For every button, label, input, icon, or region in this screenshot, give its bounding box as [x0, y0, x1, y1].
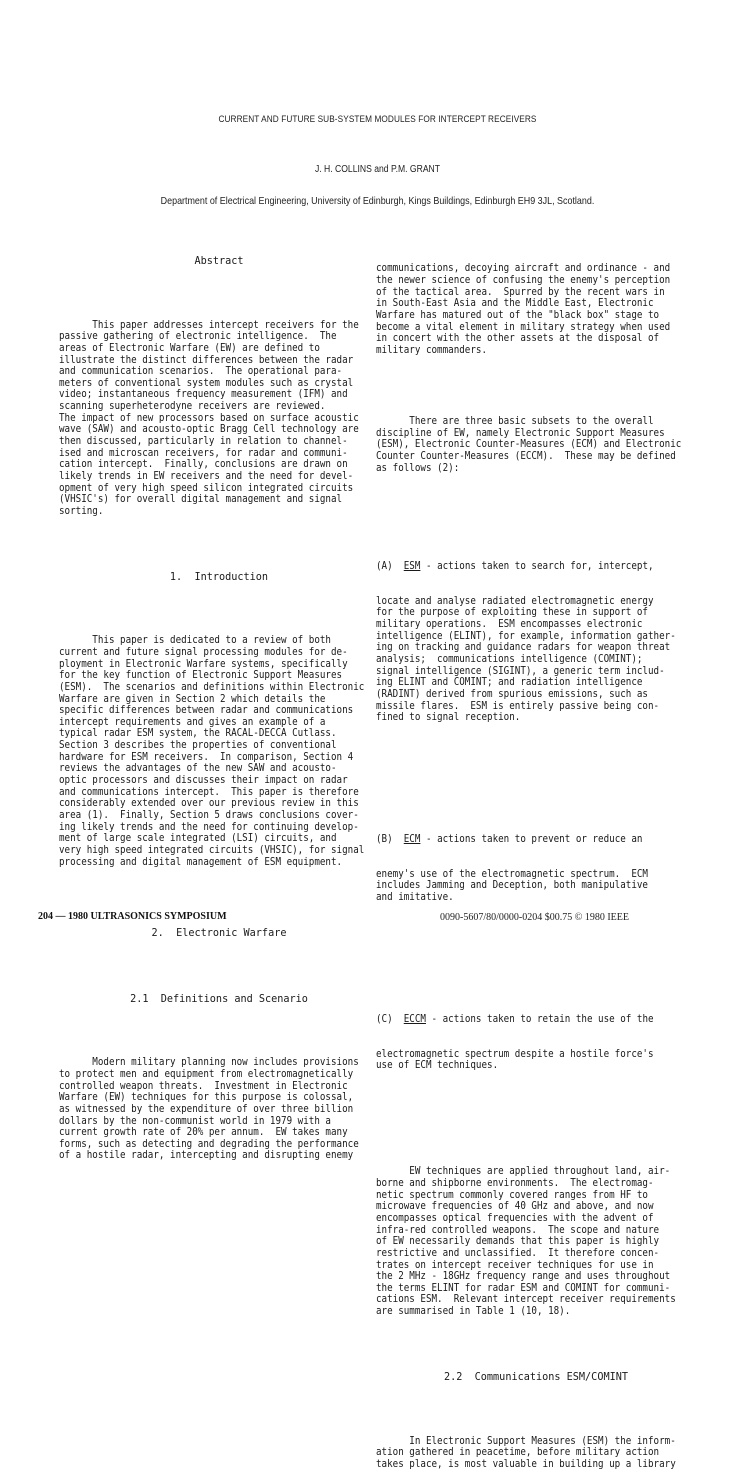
text-line: EW techniques are applied throughout land, air-: [376, 1166, 671, 1178]
text-line: discipline of EW, namely Electronic Support Measures: [376, 427, 665, 439]
text-line: communications, decoying aircraft and ordinance - and: [376, 263, 671, 275]
text-line: considerably extended over our previous review in this: [59, 798, 359, 810]
text-line: sorting.: [59, 505, 104, 517]
text-line: wave (SAW) and acousto-optic Bragg Cell technology are: [59, 424, 359, 436]
text-line: This paper addresses intercept receivers for the: [59, 319, 359, 331]
text-line: Warfare has matured out of the "black box" stage to: [376, 309, 660, 321]
text-line: of a hostile radar, intercepting and disrupting enemy: [59, 1150, 354, 1162]
text-line: The impact of new processors based on surface acoustic: [59, 412, 359, 424]
communications-esm-body: [376, 1436, 696, 1471]
text-line: become a vital element in military strategy when used: [376, 321, 671, 333]
right-column: [376, 240, 696, 1482]
text-line: There are three basic subsets to the overall: [376, 416, 654, 428]
text-line: current growth rate of 20% per annum. EW takes many: [59, 1127, 348, 1139]
ecm-term: ECM: [403, 833, 421, 845]
definitions-body: [59, 1057, 379, 1162]
eccm-term: ECCM: [403, 1013, 426, 1025]
text-line: dollars by the non-communist world in 1979 with a: [59, 1115, 331, 1127]
text-line: for the key function of Electronic Support Measures: [59, 670, 343, 682]
text-line: Counter Counter-Measures (ECCM). These may be defined: [376, 450, 676, 462]
paper-affiliation: Department of Electrical Engineering, University of Edinburgh, Kings Buildings, Edinburgh EH9 3JL, Scotland.: [160, 196, 595, 207]
text-line: of the tactical area. Spurred by the recent wars in: [376, 286, 665, 298]
text-line: opment of very high speed silicon integrated circuits: [59, 482, 354, 494]
text-line: and communication scenarios. The operational para-: [59, 366, 343, 378]
text-line: typical radar ESM system, the RACAL-DECCA Cutlass.: [59, 728, 337, 740]
text-line: the terms ELINT for radar ESM and COMINT for communi-: [376, 1282, 671, 1294]
eccm-definition: (C) ECCM - actions taken to retain the use of the electromagnetic spectrum despite a hostile force's use of ECM techniques.: [376, 990, 696, 1095]
paper-authors: J. H. COLLINS and P.M. GRANT: [314, 164, 441, 175]
introduction-body: [59, 635, 379, 868]
text-line: military operations. ESM encompasses electronic: [376, 619, 643, 631]
text-line: (ESM). The scenarios and definitions within Electronic: [59, 681, 365, 693]
text-line: the 2 MHz - 18GHz frequency range and uses throughout: [376, 1271, 671, 1283]
text-line: (ESM), Electronic Counter-Measures (ECM) and Electronic: [376, 439, 682, 451]
text-line: as follows (2):: [376, 462, 460, 474]
definitions-heading: 2.1 Definitions and Scenario: [130, 994, 308, 1006]
text-line: then discussed, particularly in relation to channel-: [59, 435, 348, 447]
electronic-warfare-heading: 2. Electronic Warfare: [151, 927, 287, 939]
text-line: enemy's use of the electromagnetic spectrum. ECM: [376, 868, 648, 880]
text-line: likely trends in EW receivers and the need for devel-: [59, 470, 354, 482]
text-line: In Electronic Support Measures (ESM) the inform-: [376, 1435, 676, 1447]
text-line: cation intercept. Finally, conclusions are drawn on: [59, 459, 348, 471]
left-column: [59, 233, 379, 1174]
text-line: in South-East Asia and the Middle East, Electronic: [376, 298, 654, 310]
text-line: military commanders.: [376, 344, 488, 356]
text-line: to protect men and equipment from electromagnetically: [59, 1068, 354, 1080]
esm-term: ESM: [403, 560, 421, 572]
text-line: ment of large scale integrated (LSI) circuits, and: [59, 833, 337, 845]
text-line: video; instantaneous frequency measurement (IFM) and: [59, 389, 348, 401]
text-line: includes Jamming and Deception, both manipulative: [376, 880, 648, 892]
text-line: missile flares. ESM is entirely passive being con-: [376, 700, 660, 712]
text-line: fined to signal reception.: [376, 712, 521, 724]
text-line: of EW necessarily demands that this paper is highly: [376, 1236, 660, 1248]
text-line: processing and digital management of ESM equipment.: [59, 856, 343, 868]
communications-esm-heading: 2.2 Communications ESM/COMINT: [443, 1372, 628, 1384]
text-line: trates on intercept receiver techniques for use in: [376, 1259, 654, 1271]
text-line: scanning superheterodyne receivers are reviewed.: [59, 401, 326, 413]
text-line: area (1). Finally, Section 5 draws conclusions cover-: [59, 809, 359, 821]
text-line: as witnessed by the expenditure of over three billion: [59, 1103, 354, 1115]
text-line: (RADINT) derived from spurious emissions, such as: [376, 688, 648, 700]
text-line: use of ECM techniques.: [376, 1060, 499, 1072]
text-line: controlled weapon threats. Investment in Electronic: [59, 1080, 348, 1092]
paper-title: CURRENT AND FUTURE SUB-SYSTEM MODULES FOR INTERCEPT RECEIVERS: [218, 114, 537, 125]
ew-techniques-paragraph: [376, 1166, 696, 1317]
text-line: Modern military planning now includes provisions: [59, 1057, 359, 1069]
text-line: infra-red controlled weapons. The scope and nature: [376, 1224, 660, 1236]
text-line: signal intelligence (SIGINT), a generic term includ-: [376, 665, 665, 677]
text-line: for the purpose of exploiting these in support of: [376, 607, 648, 619]
text-line: are summarised in Table 1 (10, 18).: [376, 1306, 571, 1318]
footer-symposium: 204 — 1980 ULTRASONICS SYMPOSIUM: [38, 911, 227, 922]
text-line: meters of conventional system modules such as crystal: [59, 377, 354, 389]
ew-paragraph-continued: [376, 263, 696, 356]
text-line: illustrate the distinct differences between the radar: [59, 354, 354, 366]
text-line: ing likely trends and the need for continuing develop-: [59, 821, 359, 833]
text-line: Section 3 describes the properties of conventional: [59, 740, 337, 752]
text-line: and communications intercept. This paper is therefore: [59, 786, 359, 798]
text-line: ing on tracking and guidance radars for weapon threat: [376, 642, 671, 654]
ecm-definition: (B) ECM - actions taken to prevent or reduce an enemy's use of the electromagnetic spectrum. ECM includes Jamming and Deception, both manipulative and imitative.: [376, 810, 696, 927]
text-line: the newer science of confusing the enemy's perception: [376, 274, 671, 286]
text-line: and imitative.: [376, 892, 454, 903]
text-line: (VHSIC's) for overall digital management and signal: [59, 494, 343, 506]
text-line: ing ELINT and COMINT; and radiation intelligence: [376, 677, 643, 689]
text-line: very high speed integrated circuits (VHSIC), for signal: [59, 844, 365, 856]
text-line: This paper is dedicated to a review of both: [59, 635, 331, 647]
text-line: intercept requirements and gives an example of a: [59, 716, 326, 728]
footer-copyright: 0090-5607/80/0000-0204 $00.75 © 1980 IEEE: [440, 912, 629, 923]
abstract-body: [59, 320, 379, 518]
text-line: encompasses optical frequencies with the advent of: [376, 1212, 654, 1224]
text-line: optic processors and discusses their impact on radar: [59, 775, 348, 787]
text-line: hardware for ESM receivers. In comparison, Section 4: [59, 751, 354, 763]
text-line: current and future signal processing modules for de-: [59, 647, 348, 658]
text-line: restrictive and unclassified. It therefore concen-: [376, 1247, 660, 1259]
text-line: intelligence (ELINT), for example, information gather-: [376, 630, 676, 642]
text-line: areas of Electronic Warfare (EW) are defined to: [59, 342, 320, 354]
esm-definition: (A) ESM - actions taken to search for, intercept, locate and analyse radiated electromagnetic energy for the purpose of exploiting these in support of military operations. ESM encompasses electronic intelligence (ELINT), for example, information gather- ing on tracking and guidance radars for weapon threat analysis; communications intelligence (COMINT); signal intelligence (SIGINT), a generic term includ- ing ELINT and COMINT; and radiation intelligence (RADINT) derived from spurious emissions, such as missile flares. ESM is entirely passive being con- fined to signal reception.: [376, 560, 676, 724]
text-line: ation gathered in peacetime, before military action: [376, 1447, 660, 1459]
text-line: specific differences between radar and communications: [59, 705, 354, 717]
text-line: in concert with the other assets at the disposal of: [376, 333, 660, 345]
text-line: Warfare are given in Section 2 which details the: [59, 693, 326, 705]
text-line: ployment in Electronic Warfare systems, specifically: [59, 658, 348, 670]
text-line: borne and shipborne environments. The electromag-: [376, 1178, 654, 1190]
text-line: reviews the advantages of the new SAW and acousto-: [59, 763, 337, 775]
text-line: electromagnetic spectrum despite a hostile force's: [376, 1048, 654, 1060]
text-line: ised and microscan receivers, for radar and communi-: [59, 447, 348, 459]
abstract-heading: Abstract: [194, 256, 244, 268]
text-line: passive gathering of electronic intelligence. The: [59, 331, 337, 343]
text-line: netic spectrum commonly covered ranges from HF to: [376, 1189, 648, 1201]
introduction-heading: 1. Introduction: [169, 572, 269, 584]
text-line: analysis; communications intelligence (COMINT);: [376, 654, 643, 666]
text-line: microwave frequencies of 40 GHz and above, and now: [376, 1201, 654, 1213]
text-line: takes place, is most valuable in building up a library: [376, 1458, 676, 1470]
ew-subsets-paragraph: [376, 416, 696, 474]
text-line: cations ESM. Relevant intercept receiver requirements: [376, 1294, 676, 1306]
text-line: Warfare (EW) techniques for this purpose is colossal,: [59, 1092, 354, 1104]
text-line: forms, such as detecting and degrading the performance: [59, 1138, 359, 1150]
text-line: locate and analyse radiated electromagnetic energy: [376, 595, 654, 607]
